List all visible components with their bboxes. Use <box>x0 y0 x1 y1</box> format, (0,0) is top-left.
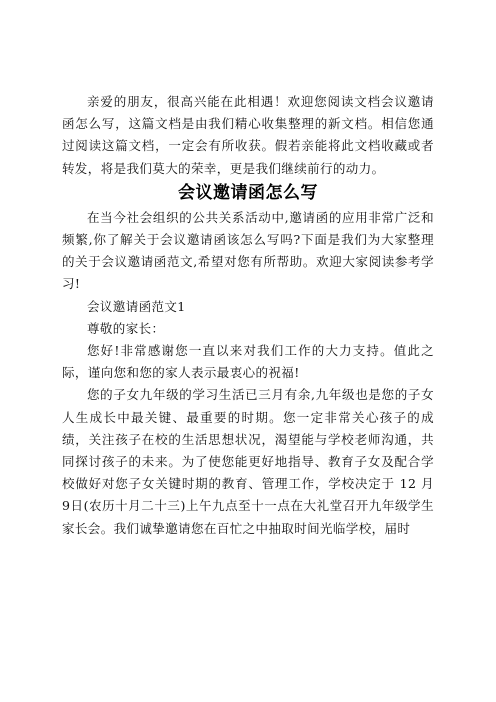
sample-heading: 会议邀请函范文1 <box>87 298 186 314</box>
document-body <box>62 91 434 540</box>
body-paragraph-1: 在当今社会组织的公共关系活动中,邀请函的应用非常广泛和频繁,你了解关于会议邀请函该怎么写吗?下面是我们为大家整理的关于会议邀请函范文,希望对您有所帮助。欢迎大家阅读参考学习! <box>62 209 434 292</box>
salutation: 尊敬的家长： <box>87 320 165 336</box>
document-title: 会议邀请函怎么写 <box>178 182 318 203</box>
body-paragraph-2: 您好!非常感谢您一直以来对我们工作的大力支持。值此之际，谨向您和您的家人表示最衷心的祝福! <box>62 343 434 381</box>
intro-paragraph: 亲爱的朋友，很高兴能在此相遇！欢迎您阅读文档会议邀请函怎么写，这篇文档是由我们精心收集整理的新文档。相信您通过阅读这篇文档，一定会有所收获。假若亲能将此文档收藏或者转发，将是我们莫大的荣幸，更是我们继续前行的动力。 <box>62 94 434 176</box>
body-paragraph-3: 您的子女九年级的学习生活已三月有余,九年级也是您的子女人生成长中最关键、最重要的时期。您一定非常关心孩子的成绩，关注孩子在校的生活思想状况，渴望能与学校老师沟通，共同探讨孩子的未来。为了使您能更好地指导、教育子女及配合学校做好对您子女关键时期的教育、管理工作，学校决定于 12 月 9日(农历十月二十三)上午九点至十一点在大礼堂召开九年级学生家长会。我们诚挚邀请您在百忙之中抽取时间光临学校，届时 <box>62 387 434 536</box>
